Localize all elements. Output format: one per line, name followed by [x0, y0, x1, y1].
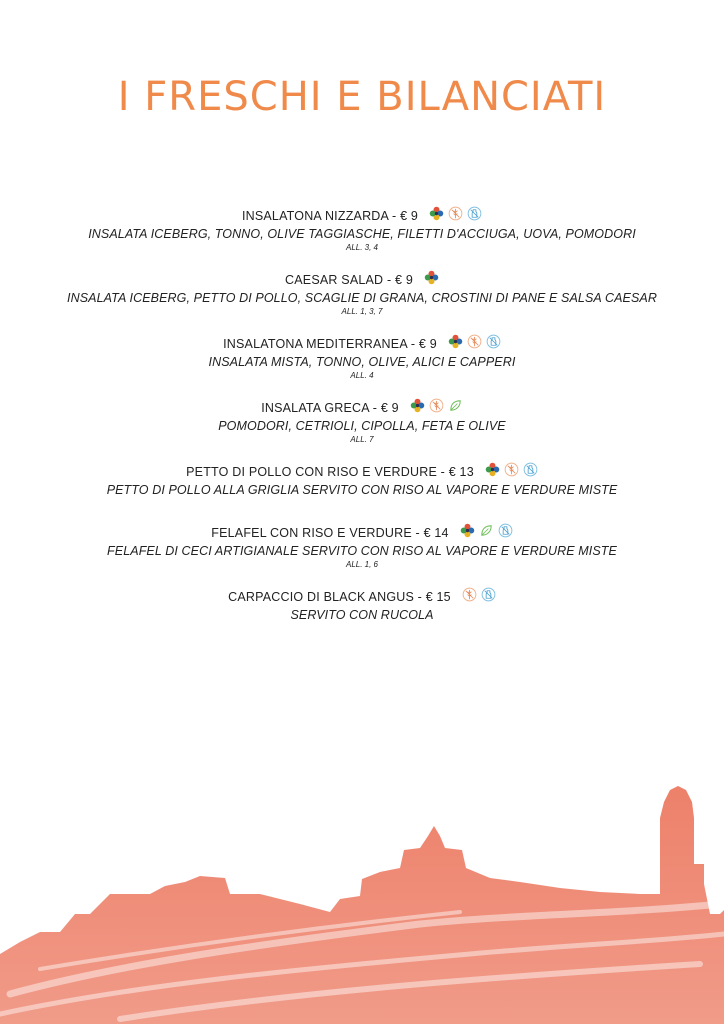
menu-list — [0, 206, 724, 648]
dish-name-price: INSALATA GRECA - € 9 — [261, 401, 399, 415]
allergen-note: ALL. 4 — [350, 371, 374, 380]
diet-icons — [410, 398, 463, 418]
allergen-note: ALL. 1, 6 — [345, 560, 379, 569]
diet-icons — [485, 462, 538, 482]
menu-item — [0, 334, 724, 380]
lactose-free-icon — [498, 523, 513, 543]
balanced-icon — [424, 270, 439, 290]
dish-name-price: INSALATONA MEDITERRANEA - € 9 — [223, 337, 437, 351]
dish-description: INSALATA ICEBERG, PETTO DI POLLO, SCAGLIE DI GRANA, CROSTINI DI PANE E SALSA CAESAR — [67, 291, 657, 305]
wheat-free-icon — [429, 398, 444, 418]
menu-item-header — [0, 523, 724, 543]
vegetarian-leaf-icon — [479, 523, 494, 543]
wheat-free-icon — [467, 334, 482, 354]
wheat-free-icon — [448, 206, 463, 226]
dish-description: SERVITO CON RUCOLA — [290, 608, 434, 622]
lactose-free-icon — [481, 587, 496, 607]
menu-item — [0, 523, 724, 569]
dish-name-price: CARPACCIO DI BLACK ANGUS - € 15 — [228, 590, 451, 604]
dish-description: INSALATA ICEBERG, TONNO, OLIVE TAGGIASCHE, FILETTI D'ACCIUGA, UOVA, POMODORI — [88, 227, 636, 241]
balanced-icon — [410, 398, 425, 418]
diet-icons — [424, 270, 439, 290]
balanced-icon — [448, 334, 463, 354]
diet-icons — [460, 523, 513, 543]
vegetarian-leaf-icon — [448, 398, 463, 418]
diet-icons — [429, 206, 482, 226]
allergen-note: ALL. 1, 3, 7 — [341, 307, 383, 316]
diet-icons — [448, 334, 501, 354]
menu-item-header — [0, 398, 724, 418]
menu-item-header — [0, 334, 724, 354]
lactose-free-icon — [467, 206, 482, 226]
menu-item-header — [0, 462, 724, 482]
menu-item — [0, 206, 724, 252]
menu-item — [0, 587, 724, 622]
dish-name-price: FELAFEL CON RISO E VERDURE - € 14 — [211, 526, 449, 540]
dish-description: PETTO DI POLLO ALLA GRIGLIA SERVITO CON RISO AL VAPORE E VERDURE MISTE — [106, 483, 618, 497]
menu-item-header — [0, 587, 724, 607]
lactose-free-icon — [486, 334, 501, 354]
menu-item-header — [0, 206, 724, 226]
wheat-free-icon — [462, 587, 477, 607]
balanced-icon — [485, 462, 500, 482]
allergen-note: ALL. 3, 4 — [345, 243, 379, 252]
lactose-free-icon — [523, 462, 538, 482]
wheat-free-icon — [504, 462, 519, 482]
menu-item — [0, 462, 724, 497]
dish-description: INSALATA MISTA, TONNO, OLIVE, ALICI E CAPPERI — [208, 355, 516, 369]
dish-description: FELAFEL DI CECI ARTIGIANALE SERVITO CON RISO AL VAPORE E VERDURE MISTE — [107, 544, 617, 558]
menu-item-header — [0, 270, 724, 290]
menu-item — [0, 398, 724, 444]
balanced-icon — [429, 206, 444, 226]
dish-name-price: CAESAR SALAD - € 9 — [285, 273, 413, 287]
dish-description: POMODORI, CETRIOLI, CIPOLLA, FETA E OLIVE — [218, 419, 506, 433]
balanced-icon — [460, 523, 475, 543]
menu-item — [0, 270, 724, 316]
city-skyline-illustration — [0, 764, 724, 1024]
dish-name-price: INSALATONA NIZZARDA - € 9 — [241, 209, 419, 223]
dish-name-price: PETTO DI POLLO CON RISO E VERDURE - € 13 — [186, 465, 474, 479]
diet-icons — [462, 587, 496, 607]
page-title: I FRESCHI E BILANCIATI — [117, 74, 607, 120]
allergen-note: ALL. 7 — [350, 435, 374, 444]
